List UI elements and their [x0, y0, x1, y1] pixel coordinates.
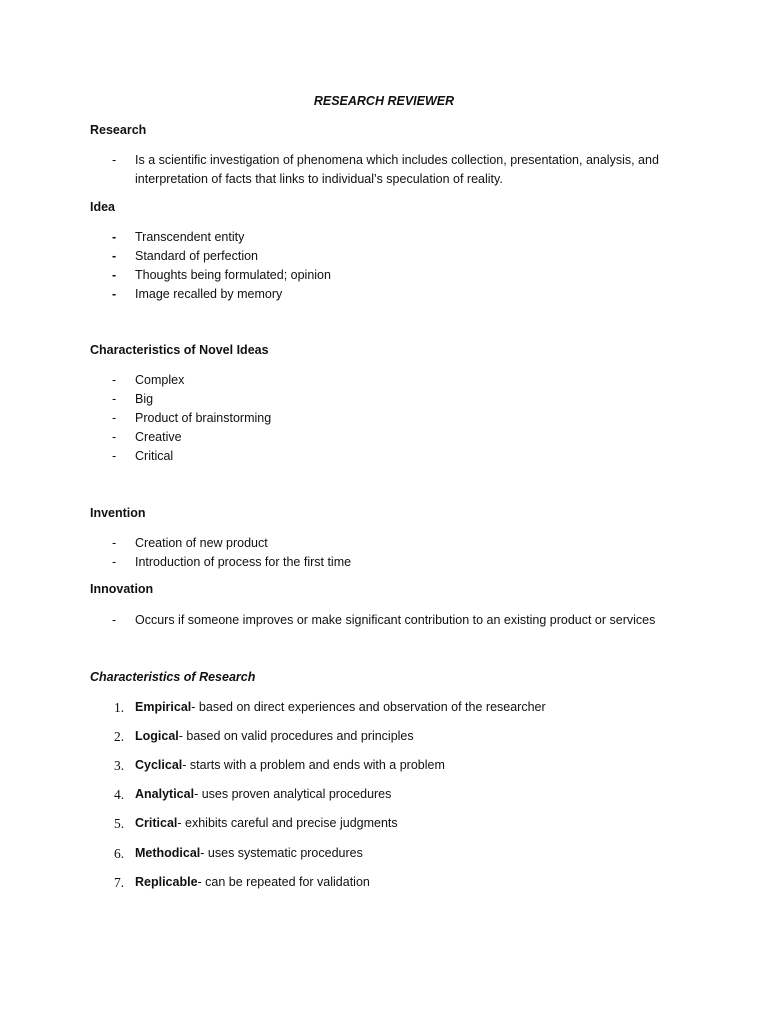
- numbered-list-item: [90, 756, 690, 775]
- bullet-dash: -: [112, 411, 117, 425]
- list-item-text: Introduction of process for the first time: [135, 555, 352, 569]
- list-number: 1.: [114, 700, 125, 715]
- list-item: [90, 151, 690, 189]
- numbered-list-item: [90, 785, 690, 804]
- list-item: [90, 228, 690, 247]
- term: Methodical: [135, 846, 201, 860]
- bullet-dash: -: [112, 613, 117, 627]
- term-description: - based on direct experiences and observation of the researcher: [191, 700, 546, 714]
- list-item: [90, 247, 690, 266]
- bullet-dash: -: [112, 153, 117, 167]
- term-description: - based on valid procedures and principles: [178, 729, 414, 743]
- list-item-text: [135, 814, 690, 833]
- list-item-text: Critical: [135, 449, 174, 463]
- bullet-dash: -: [112, 555, 117, 569]
- list-number: 2.: [114, 729, 125, 744]
- list-number: 7.: [114, 875, 125, 890]
- list-item-text: Standard of perfection: [135, 249, 258, 263]
- list-item: [90, 285, 690, 304]
- list-item: [90, 534, 690, 553]
- list-item-text: [135, 756, 690, 775]
- bullet-dash: -: [112, 373, 117, 387]
- list-item: [90, 553, 690, 572]
- list-item-text: Creative: [135, 430, 182, 444]
- document-title: RESEARCH REVIEWER: [313, 94, 455, 108]
- list-item: [90, 390, 690, 409]
- list-item-text: Creation of new product: [135, 536, 268, 550]
- list-item-text: Product of brainstorming: [135, 411, 272, 425]
- term: Critical: [135, 816, 178, 830]
- term: Empirical: [135, 700, 192, 714]
- heading-invention: Invention: [90, 506, 146, 520]
- list-item: [90, 428, 690, 447]
- list-item-text: Image recalled by memory: [135, 287, 283, 301]
- list-item: [90, 611, 690, 630]
- term-description: - uses proven analytical procedures: [194, 787, 392, 801]
- list-item-text: Complex: [135, 373, 185, 387]
- list-item-text: [135, 727, 690, 746]
- term: Replicable: [135, 875, 198, 889]
- term: Analytical: [135, 787, 195, 801]
- bullet-dash: -: [112, 536, 117, 550]
- heading-innovation: Innovation: [90, 582, 154, 596]
- term: Cyclical: [135, 758, 183, 772]
- heading-idea: Idea: [90, 200, 116, 214]
- list-item-text: [135, 698, 690, 717]
- list-item: [90, 409, 690, 428]
- term-description: - uses systematic procedures: [200, 846, 363, 860]
- list-item-text: [135, 785, 690, 804]
- list-item-text: Is a scientific investigation of phenomena which includes collection, presentation, analysis, and interpretation of facts that links to individual’s speculation of reality.: [135, 153, 659, 186]
- list-item-text: Transcendent entity: [135, 230, 245, 244]
- heading-research: Research: [90, 123, 147, 137]
- heading-novel-ideas: Characteristics of Novel Ideas: [90, 343, 269, 357]
- term-description: - exhibits careful and precise judgments: [177, 816, 398, 830]
- bullet-dash: -: [112, 268, 117, 282]
- list-item: [90, 371, 690, 390]
- numbered-list-item: [90, 727, 690, 746]
- term-description: - starts with a problem and ends with a problem: [182, 758, 445, 772]
- list-item-text: Occurs if someone improves or make significant contribution to an existing product or services: [135, 613, 656, 627]
- list-item: [90, 266, 690, 285]
- list-item-text: [135, 844, 690, 863]
- term-description: - can be repeated for validation: [197, 875, 370, 889]
- bullet-dash: -: [112, 249, 117, 263]
- numbered-list-item: [90, 844, 690, 863]
- numbered-list-item: [90, 698, 690, 717]
- list-item: [90, 447, 690, 466]
- list-number: 3.: [114, 758, 125, 773]
- term: Logical: [135, 729, 179, 743]
- bullet-dash: -: [112, 230, 117, 244]
- list-number: 6.: [114, 846, 125, 861]
- list-number: 4.: [114, 787, 125, 802]
- numbered-list-item: [90, 873, 690, 892]
- bullet-dash: -: [112, 392, 117, 406]
- list-number: 5.: [114, 816, 125, 831]
- list-item-text: Big: [135, 392, 154, 406]
- heading-characteristics-of-research: Characteristics of Research: [90, 670, 256, 684]
- list-item-text: Thoughts being formulated; opinion: [135, 268, 331, 282]
- list-item-text: [135, 873, 690, 892]
- bullet-dash: -: [112, 287, 117, 301]
- numbered-list-item: [90, 814, 690, 833]
- bullet-dash: -: [112, 430, 117, 444]
- bullet-dash: -: [112, 449, 117, 463]
